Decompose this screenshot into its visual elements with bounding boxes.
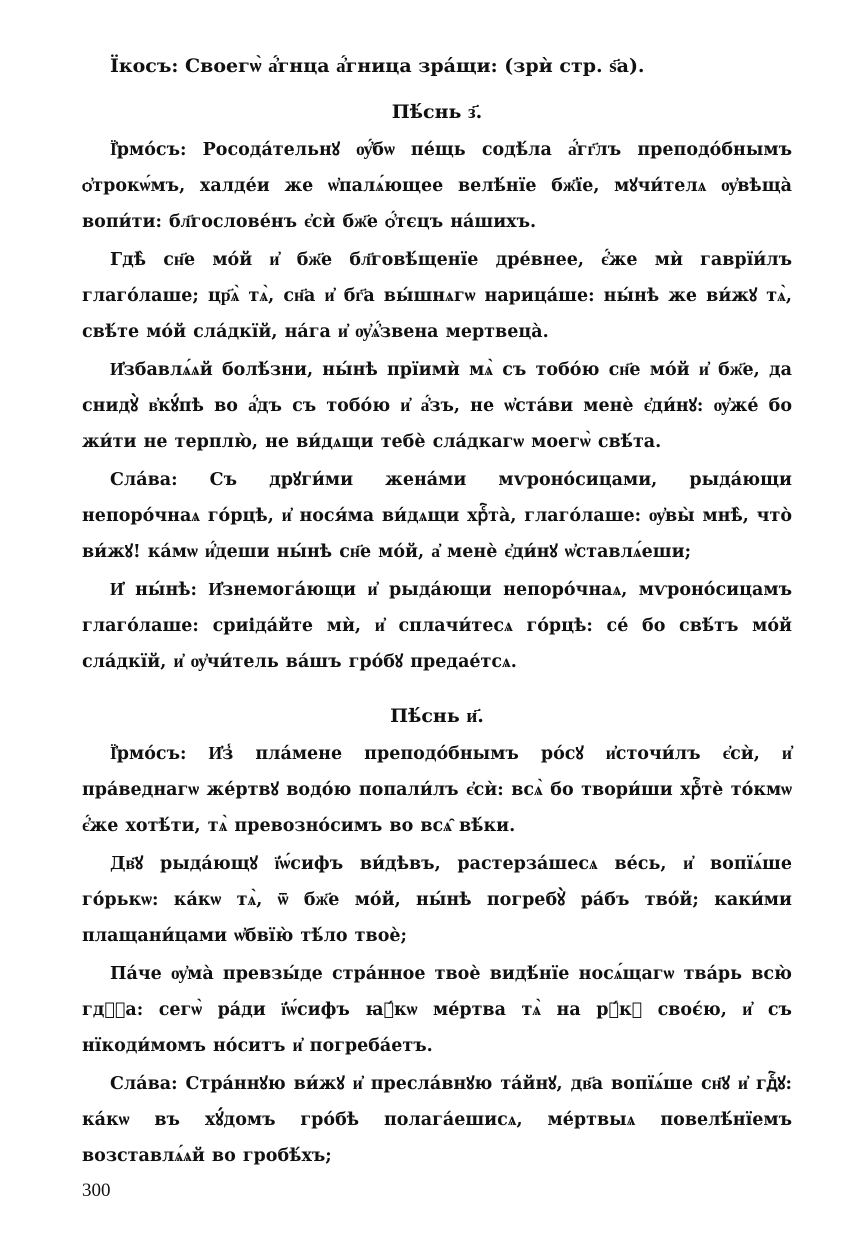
section-title: Пѣ́снь и҃. xyxy=(390,705,484,727)
paragraph: Сла́ва: Стра́ннꙋю ви́жꙋ и҆ пресла́внꙋю та́йнꙋ, дв҃а вопїѧ́ше сн҃ꙋ и҆ гдⷭ҇ꙋ: ка́кѡ въ хꙋ́домъ гро́бѣ полага́ешисѧ, ме́ртвыѧ повелѣ́нїемъ возставлѧ́ѧй во гробѣ́хъ; xyxy=(82,1074,792,1166)
page-number: 300 xyxy=(82,1180,111,1201)
section-title: Пѣ́снь з҃. xyxy=(391,101,483,123)
page-body xyxy=(82,46,792,1192)
paragraph: Па́че ѹ҆ма̀ превзы́де стра́нное твоѐ видѣ́нїе носѧ́щагѡ тва́рь всю̀ гдⷭ҇а: сегѡ̀ ра́ди ї҆ѡ́сифъ ꙗ҆́кѡ ме́ртва тѧ̀ на рꙋ́кꙋ своє́ю, и҆ съ нїкоди́момъ но́ситъ и҆ погреба́етъ. xyxy=(82,964,792,1056)
paragraph: Ї҆рмо́съ: И҆з̾ пла́мене преподо́бнымъ ро́сꙋ и҆сточи́лъ є҆сѝ, и҆ пра́веднагѡ же́ртвꙋ водо́ю попали́лъ є҆сѝ: всѧ̀ бо твори́ши хрⷭ҇тѐ то́кмѡ є҆́же хотѣ́ти, тѧ̀ превозно́симъ во всѧ̑ вѣ́ки. xyxy=(82,744,792,836)
paragraph: И҆ ны́нѣ: И҆знемога́ющи и҆ рыда́ющи непоро́чнаѧ, мѵроно́сицамъ глаго́лаше: сриіда́йте мѝ, и҆ сплачи́тесѧ го́рцѣ: се́ бо свѣ́тъ мо́й сла́дкїй, и҆ ѹ҆чи́тель ва́шъ гро́бꙋ предае́тсѧ. xyxy=(82,580,792,672)
ikos-line: Їкосъ: Своегѡ̀ а҆́гнца а҆́гница зра́щи: (зрѝ стр. ѕ҃а). xyxy=(110,55,645,77)
paragraph: Сла́ва: Съ дрꙋги́ми жена́ми мѵроно́сицами, рыда́ющи непоро́чнаѧ го́рцѣ, и҆ нося́ма ви́дѧщи хрⷭ҇та̀, глаго́лаше: ѹ҆вы̀ мнѣ̀, что̀ ви́жꙋ! ка́мѡ и҆́деши ны́нѣ сн҃е мо́й, а҆ менѐ є҆ди́нꙋ ѡ҆ставлѧ́еши; xyxy=(82,470,792,562)
paragraph: Ї҆рмо́съ: Росода́тельнꙋ ѹ҆́бѡ пе́щь содѣ́ла а҆́гг҃лъ преподо́бнымъ ѻ҆трокѡ́мъ, халде́и же ѡ҆палѧ́ющее велѣ́нїе бж҃їе, мꙋчи́телѧ ѹ҆вѣща̀ вопи́ти: бл҃гослове́нъ є҆сѝ бж҃е ѻ҆́тєцъ на́шихъ. xyxy=(82,140,792,232)
paragraph: И҆збавлѧ́ѧй болѣ́зни, ны́нѣ прїимѝ мѧ̀ съ тобо́ю сн҃е мо́й и҆ бж҃е, да снидꙋ̀ в҆кꙋ́пѣ во а҆́дъ съ тобо́ю и҆ а҆́зъ, не ѡ҆ста́ви менѐ є҆ди́нꙋ: ѹ҆же́ бо жи́ти не терплю̀, не ви́дѧщи тебѐ сла́дкагѡ моегѡ̀ свѣ́та. xyxy=(82,360,792,452)
paragraph: Гдѣ̀ сн҃е мо́й и҆ бж҃е бл҃говѣ́щенїе дре́внее, є҆́же мѝ гаврїи́лъ глаго́лаше; цр҃ѧ̀ тѧ̀, сн҃а и҆ бг҃а вы́шнѧгѡ нарица́ше: ны́нѣ же ви́жꙋ тѧ̀, свѣ́те мо́й сла́дкїй, на́га и҆ ѹ҆ѧ҆́звена мертвеца̀. xyxy=(82,250,792,342)
paragraph: Дв҃ꙋ рыда́ющꙋ ї҆ѡ́сифъ ви́дѣвъ, растерза́шесѧ ве́сь, и҆ вопїѧ́ше го́рькѡ: ка́кѡ тѧ̀, ѿ бж҃е мо́й, ны́нѣ погребꙋ̀ ра́бъ тво́й; каки́ми плащани́цами ѡ҆бвїю̀ тѣ́ло твоѐ; xyxy=(82,854,792,946)
section-ode-7 xyxy=(82,94,792,680)
section-ode-8 xyxy=(82,698,792,1174)
